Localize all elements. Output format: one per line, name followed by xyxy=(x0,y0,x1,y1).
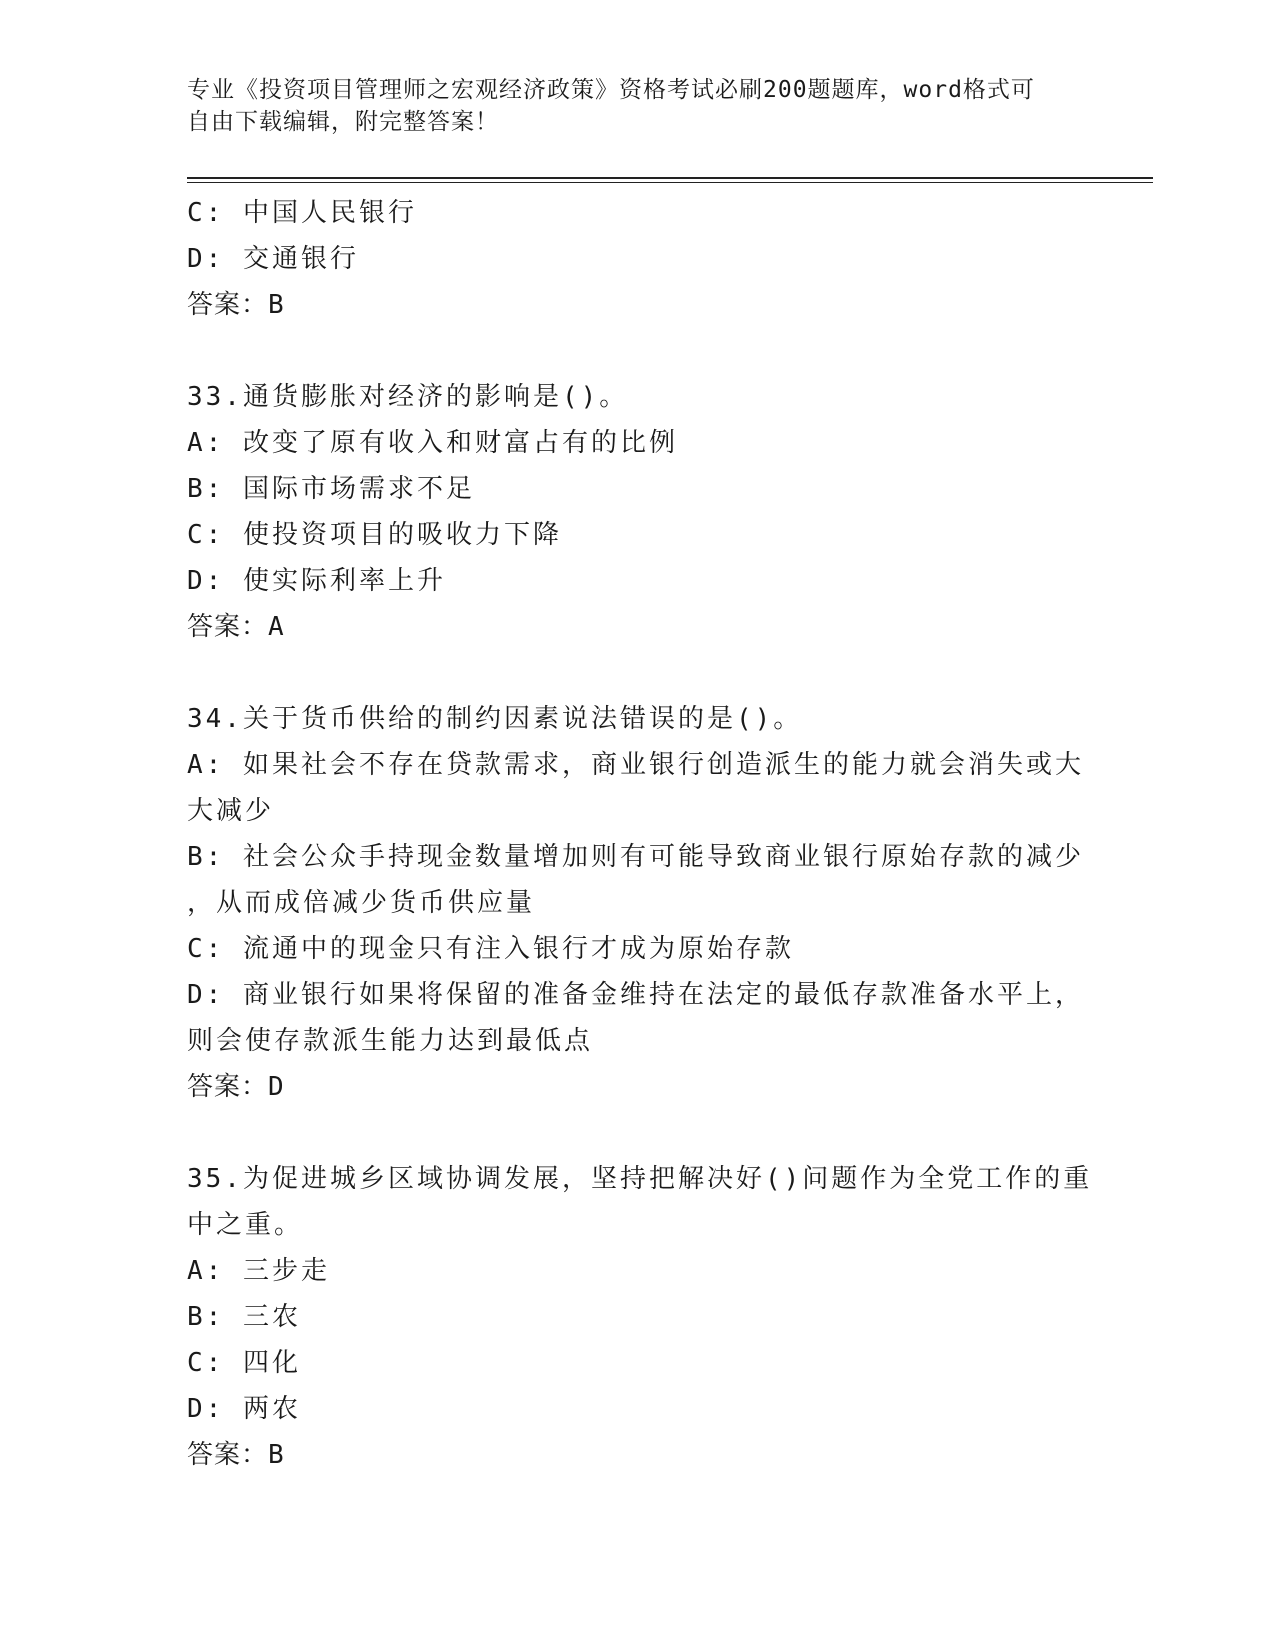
option-d: D: 两农 xyxy=(187,1394,301,1424)
option-b-continued: ，从而成倍减少货币供应量 xyxy=(187,888,536,918)
spacer xyxy=(187,1110,1087,1156)
option-d: D: 商业银行如果将保留的准备金维持在法定的最低存款准备水平上， xyxy=(187,980,1084,1010)
header-line-2: 自由下载编辑，附完整答案！ xyxy=(187,109,499,135)
question-stem: 34.关于货币供给的制约因素说法错误的是()。 xyxy=(187,704,803,734)
spacer xyxy=(187,328,1087,374)
option-a-continued: 大减少 xyxy=(187,796,275,826)
option-c: C: 四化 xyxy=(187,1348,301,1378)
option-a: A: 改变了原有收入和财富占有的比例 xyxy=(187,428,678,458)
question-list xyxy=(187,190,1093,1478)
question-33 xyxy=(187,374,1087,650)
question-32 xyxy=(187,190,1087,328)
question-35 xyxy=(187,1156,1093,1478)
option-a: A: 三步走 xyxy=(187,1256,330,1286)
header-divider-thick xyxy=(187,177,1153,179)
answer: 答案：D xyxy=(187,1072,285,1102)
document-header xyxy=(187,74,1067,138)
spacer xyxy=(187,650,1087,696)
question-stem-continued: 中之重。 xyxy=(187,1210,304,1240)
option-c: C: 流通中的现金只有注入银行才成为原始存款 xyxy=(187,934,794,964)
header-line-1: 专业《投资项目管理师之宏观经济政策》资格考试必刷200题题库，word格式可 xyxy=(187,77,1035,103)
option-c: C: 中国人民银行 xyxy=(187,198,417,228)
option-d: D: 交通银行 xyxy=(187,244,359,274)
header-divider-thin xyxy=(187,182,1153,183)
answer: 答案：B xyxy=(187,290,285,320)
question-34 xyxy=(187,696,1087,1110)
question-stem: 35.为促进城乡区域协调发展，坚持把解决好()问题作为全党工作的重 xyxy=(187,1164,1093,1194)
option-d-continued: 则会使存款派生能力达到最低点 xyxy=(187,1026,594,1056)
question-stem: 33.通货膨胀对经济的影响是()。 xyxy=(187,382,629,412)
option-b: B: 社会公众手持现金数量增加则有可能导致商业银行原始存款的减少 xyxy=(187,842,1084,872)
option-c: C: 使投资项目的吸收力下降 xyxy=(187,520,562,550)
option-b: B: 国际市场需求不足 xyxy=(187,474,475,504)
option-a: A: 如果社会不存在贷款需求，商业银行创造派生的能力就会消失或大 xyxy=(187,750,1084,780)
answer: 答案：A xyxy=(187,612,285,642)
option-b: B: 三农 xyxy=(187,1302,301,1332)
answer: 答案：B xyxy=(187,1440,285,1470)
option-d: D: 使实际利率上升 xyxy=(187,566,446,596)
